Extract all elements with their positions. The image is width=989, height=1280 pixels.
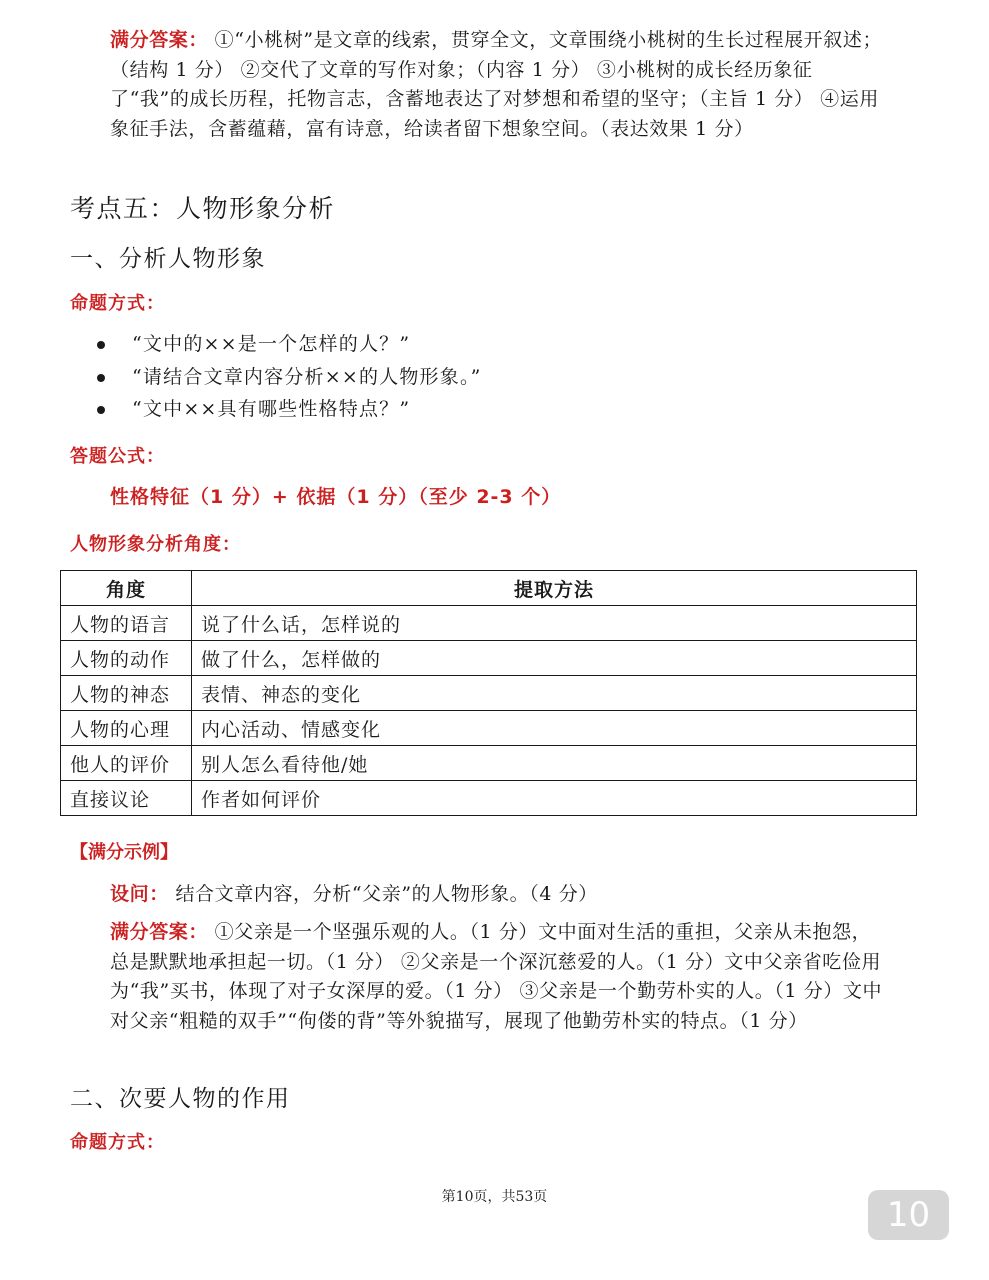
- method-cell: 作者如何评价: [192, 781, 917, 816]
- angle-cell: 人物的动作: [61, 641, 192, 676]
- question-list: [96, 328, 482, 426]
- formula-label: 答题公式：: [70, 446, 165, 467]
- angle-cell: 人物的神态: [61, 676, 192, 711]
- table-row: [61, 781, 917, 816]
- table-row: [61, 746, 917, 781]
- example-answer-text: ①父亲是一个坚强乐观的人。（1 分）文中面对生活的重担，父亲从未抱怨，总是默默地承担起一切。（1 分） ②父亲是一个深沉慈爱的人。（1 分）文中父亲省吃俭用为“我”买书，体现了对子女深厚的爱。（1 分） ③父亲是一个勤劳朴实的人。（1 分）文中对父亲“粗糙的双手”“佝偻的背”等外貌描写，展现了他勤劳朴实的特点。（1 分）: [110, 921, 883, 1032]
- example-answer-label: 满分答案：: [110, 921, 209, 943]
- bullet-icon: [97, 374, 105, 382]
- question-text: “文中的××是一个怎样的人？”: [132, 333, 411, 355]
- list-item: [96, 361, 482, 394]
- method-cell: 别人怎么看待他/她: [192, 746, 917, 781]
- page-number-badge: 10: [868, 1190, 949, 1240]
- example-question-label: 设问：: [110, 883, 169, 905]
- part2-question-method-label: 命题方式：: [70, 1132, 165, 1153]
- analysis-angles-label: 人物形象分析角度：: [70, 534, 241, 555]
- question-text: “文中××具有哪些性格特点？”: [132, 398, 411, 420]
- angle-cell: 他人的评价: [61, 746, 192, 781]
- example-answer-paragraph: [110, 918, 885, 1036]
- table-row: [61, 676, 917, 711]
- method-cell: 做了什么，怎样做的: [192, 641, 917, 676]
- table-row: [61, 641, 917, 676]
- method-cell: 表情、神态的变化: [192, 676, 917, 711]
- example-question: [110, 880, 885, 910]
- table-row: [61, 711, 917, 746]
- angle-cell: 直接议论: [61, 781, 192, 816]
- analysis-angles-table: [60, 570, 917, 816]
- question-text: “请结合文章内容分析××的人物形象。”: [132, 365, 482, 388]
- answer-formula: 性格特征（1 分）+ 依据（1 分）（至少 2-3 个）: [110, 486, 562, 508]
- column-header-method: 提取方法: [192, 571, 917, 606]
- part1-title: 一、分析人物形象: [70, 246, 266, 272]
- example-title: 【满分示例】: [70, 842, 178, 863]
- bullet-icon: [97, 341, 105, 349]
- intro-answer-label: 满分答案：: [110, 29, 209, 51]
- method-cell: 内心活动、情感变化: [192, 711, 917, 746]
- example-question-text: 结合文章内容，分析“父亲”的人物形象。（4 分）: [175, 883, 598, 905]
- section-title: 考点五：人物形象分析: [70, 194, 336, 223]
- angle-cell: 人物的心理: [61, 711, 192, 746]
- list-item: [96, 328, 482, 361]
- intro-answer-text: ①“小桃树”是文章的线索，贯穿全文，文章围绕小桃树的生长过程展开叙述；（结构 1 分） ②交代了文章的写作对象；（内容 1 分） ③小桃树的成长经历象征了“我”的成长历程，托物言志，含蓄地表达了对梦想和希望的坚守；（主旨 1 分） ④运用象征手法，含蓄蕴藉，富有诗意，给读者留下想象空间。（表达效果 1 分）: [110, 29, 883, 140]
- question-method-label: 命题方式：: [70, 293, 165, 314]
- bullet-icon: [97, 406, 105, 414]
- method-cell: 说了什么话，怎样说的: [192, 606, 917, 641]
- table-header-row: [61, 571, 917, 606]
- part2-title: 二、次要人物的作用: [70, 1086, 291, 1112]
- column-header-angle: 角度: [61, 571, 192, 606]
- table-row: [61, 606, 917, 641]
- angle-cell: 人物的语言: [61, 606, 192, 641]
- page-footer: 第10页，共53页: [441, 1189, 548, 1205]
- list-item: [96, 393, 482, 426]
- intro-answer-paragraph: [110, 26, 885, 144]
